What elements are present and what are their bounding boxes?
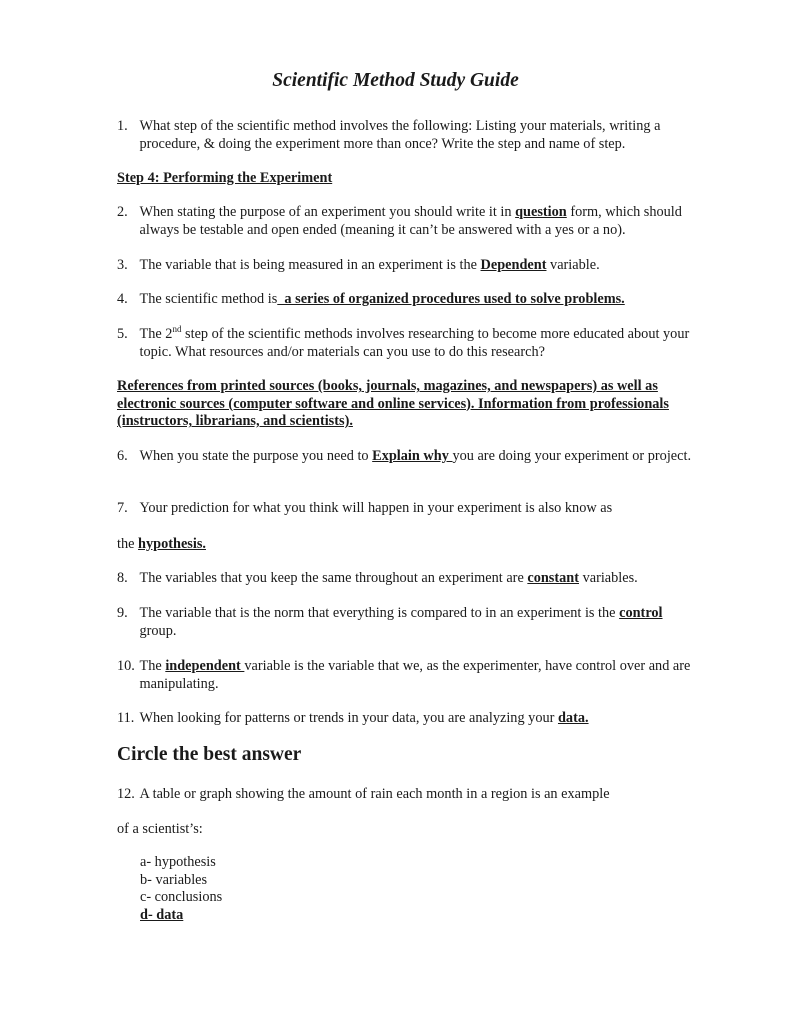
question-12 [117,786,697,804]
answer-7: hypothesis. [138,536,206,552]
question-text: When looking for patterns or trends in your data, you are analyzing your [139,710,558,726]
question-text: variable is the variable that we, as the experimenter, have control over and are manipulating. [139,658,691,692]
question-text: the [117,536,139,552]
question-10 [117,658,697,693]
option-c: c- conclusions [140,889,223,905]
section-heading: Circle the best answer [117,744,302,765]
question-text: The variable that is the norm that everything is compared to in an experiment is the [139,605,620,621]
question-number: 1. [117,118,128,134]
question-text: The [139,658,166,674]
question-text: The 2 [139,326,173,342]
answer-1: Step 4: Performing the Experiment [117,170,333,186]
question-text: The scientific method is [139,291,278,307]
page-title: Scientific Method Study Guide [272,70,519,91]
question-number: 12. [117,786,135,802]
question-text: What step of the scientific method involves the following: Listing your materials, writing a procedure, & doing the experiment more than once? Write the step and name of step. [139,118,661,152]
question-text: When you state the purpose you need to [139,448,373,464]
question-number: 7. [117,500,128,516]
question-text: A table or graph showing the amount of rain each month in a region is an example [139,786,610,802]
answer-5: References from printed sources (books, journals, magazines, and newspapers) as well as electronic sources (computer software and online services). Information from professionals (instructors, librarians, and scientists). [117,378,669,429]
question-number: 3. [117,257,128,273]
answer-2: question [515,204,567,220]
question-text: step of the scientific methods involves researching to become more educated about your topic. What resources and/or materials can you use to do this research? [139,326,690,360]
question-number: 10. [117,658,135,674]
question-text: you are doing your experiment or project. [452,448,692,464]
question-number: 6. [117,448,128,464]
question-number: 8. [117,570,128,586]
question-text: Your prediction for what you think will happen in your experiment is also know as [139,500,613,516]
question-text: variables. [579,570,638,586]
answer-10: independent [165,658,245,674]
question-text: group. [139,622,177,639]
question-number: 5. [117,326,128,342]
answer-6: Explain why [372,448,453,464]
question-1 [117,118,697,153]
question-11 [117,710,697,728]
question-7 [117,500,697,518]
option-a: a- hypothesis [140,854,216,870]
answer-11: data. [557,710,589,726]
ordinal-suffix: nd [172,324,182,335]
question-4 [117,291,697,309]
question-text: variable. [546,257,600,273]
answer-4: a series of organized procedures used to solve problems. [277,291,625,307]
question-9 [117,605,697,640]
answer-options [140,854,222,924]
question-12-continued: of a scientist’s: [117,821,203,837]
answer-9: control [619,605,663,621]
question-8 [117,570,697,588]
question-number: 9. [117,605,128,621]
question-number: 11. [117,710,135,726]
question-5 [117,326,697,361]
question-3 [117,257,697,275]
question-text: When stating the purpose of an experiment you should write it in [139,204,516,220]
question-text: form, which should always be testable and open ended (meaning it can’t be answered with a yes or a no). [139,204,682,238]
question-number: 2. [117,204,128,220]
question-text: The variables that you keep the same throughout an experiment are [139,570,528,586]
option-d-selected: d- data [140,906,184,923]
question-2 [117,204,697,239]
question-text: The variable that is being measured in an experiment is the [139,257,481,273]
answer-3: Dependent [480,257,547,273]
question-number: 4. [117,291,128,307]
option-b: b- variables [140,871,208,888]
answer-8: constant [527,570,579,586]
question-7-continued [117,536,697,554]
question-6 [117,448,697,466]
